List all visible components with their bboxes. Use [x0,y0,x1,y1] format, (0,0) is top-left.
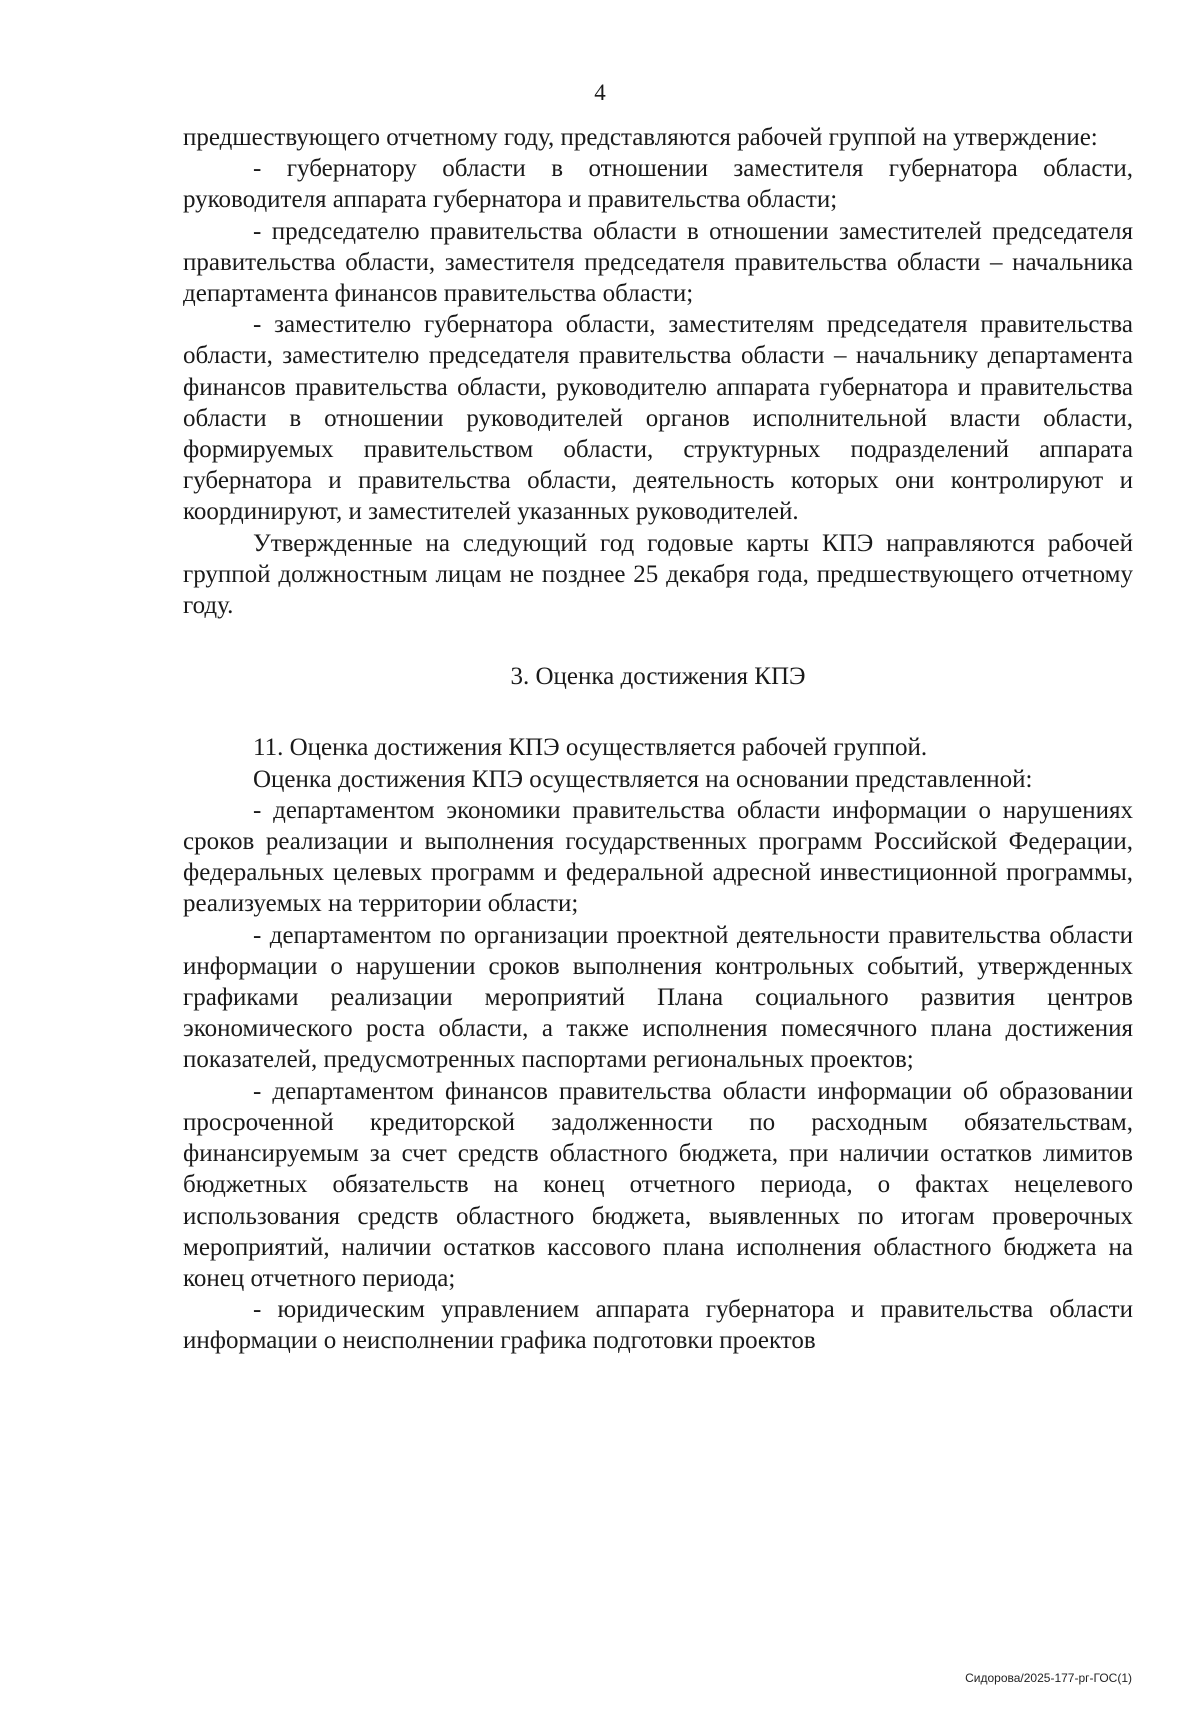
paragraph-continuation: предшествующего отчетному году, представляются рабочей группой на утверждение: [183,124,1098,151]
list-item-deputy-governor: - заместителю губернатора области, заместителям председателя правительства области, заместителю председателя правительства области – начальнику департамента финансов правительства области, руководителю аппарата губернатора и правительства области в отношении руководителей органов исполнительной власти области, формируемых правительством области, структурных подразделений аппарата губернатора и правительства области, деятельность которых они контролируют и координируют, и заместителей указанных руководителей. [183,311,1133,526]
list-item-finance-dept: - департаментом финансов правительства области информации об образовании просроченной кредиторской задолженности по расходным обязательствам, финансируемым за счет средств областного бюджета, при наличии остатков лимитов бюджетных обязательств на конец отчетного периода, о фактах нецелевого использования средств областного бюджета, выявленных по итогам проверочных мероприятий, наличии остатков кассового плана исполнения областного бюджета на конец отчетного периода; [183,1077,1133,1292]
list-item-governor: - губернатору области в отношении заместителя губернатора области, руководителя аппарата губернатора и правительства области; [183,155,1133,214]
list-item-project-dept: - департаментом по организации проектной деятельности правительства области информации о нарушении сроков выполнения контрольных событий, утвержденных графиками реализации мероприятий Плана социального развития центров экономического роста области, а также исполнения помесячного плана достижения показателей, предусмотренных паспортами региональных проектов; [183,921,1133,1074]
document-body [183,122,1133,1357]
list-item-legal-dept: - юридическим управлением аппарата губернатора и правительства области информации о неисполнении графика подготовки проектов [183,1296,1133,1355]
section-title: 3. Оценка достижения КПЭ [510,663,806,691]
paragraph-approved-cards: Утвержденные на следующий год годовые карты КПЭ направляются рабочей группой должностным лицам не позднее 25 декабря года, предшествующего отчетному году. [183,529,1133,620]
page-number: 4 [594,80,606,105]
list-item-chairman: - председателю правительства области в отношении заместителей председателя правительства области, заместителя председателя правительства области – начальника департамента финансов правительства области; [183,217,1133,308]
clause-11: 11. Оценка достижения КПЭ осуществляется рабочей группой. [253,734,928,762]
list-item-economics-dept: - департаментом экономики правительства области информации о нарушениях сроков реализации и выполнения государственных программ Российской Федерации, федеральных целевых программ и федеральной адресной инвестиционной программы, реализуемых на территории области; [183,796,1133,918]
paragraph-assessment-basis: Оценка достижения КПЭ осуществляется на основании представленной: [253,765,1033,793]
document-footer-mark: Сидорова/2025-177-рг-ГОС(1) [965,1671,1132,1685]
